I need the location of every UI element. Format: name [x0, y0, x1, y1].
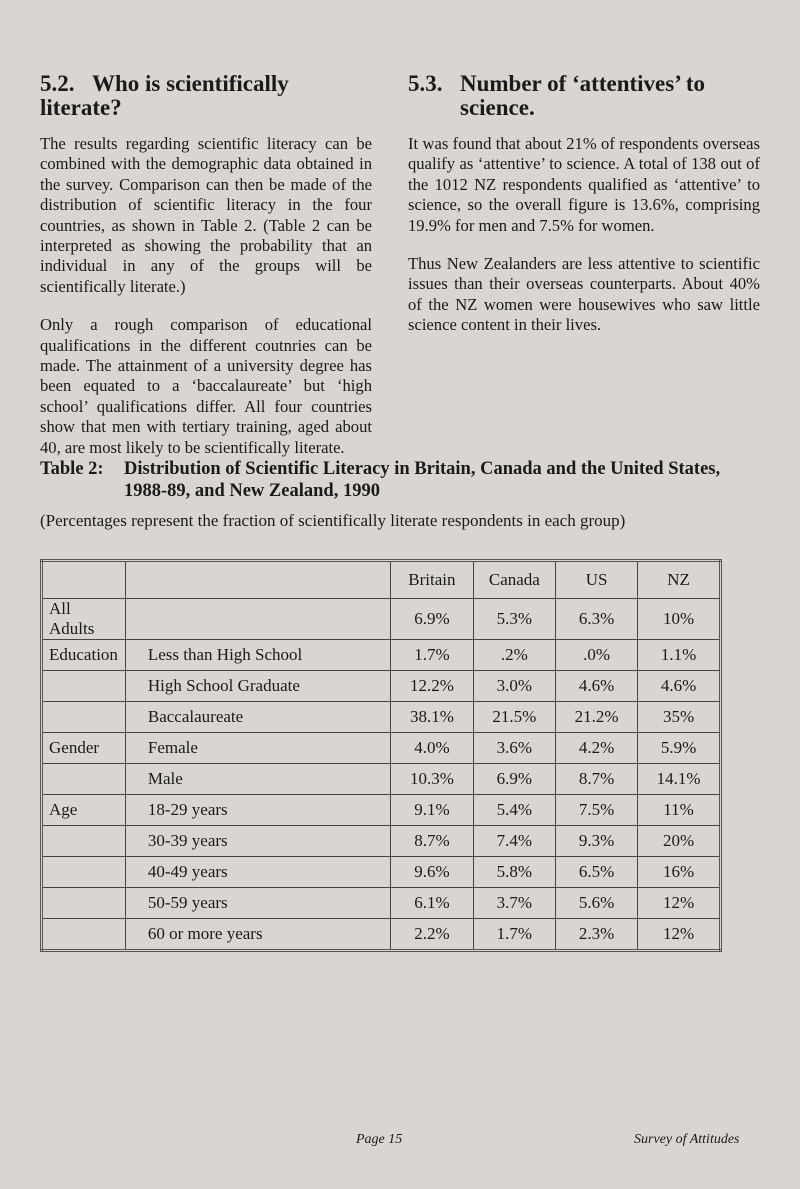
header-cell-empty: [125, 561, 390, 599]
value-nz: 14.1%: [638, 764, 721, 795]
section-number: 5.2.: [40, 71, 75, 96]
value-britain: 9.6%: [391, 857, 473, 888]
value-canada: 5.3%: [473, 599, 556, 640]
table-header-row: [42, 561, 721, 599]
paragraph: Thus New Zealanders are less attentive to scientific issues than their overseas counterparts. About 40% of the NZ women were housewives who saw little science content in their lives.: [408, 254, 760, 335]
value-nz: 16%: [638, 857, 721, 888]
header-cell-empty: [42, 561, 126, 599]
row-subgroup: Female: [125, 733, 390, 764]
table-row: [42, 640, 721, 671]
header-us: US: [556, 561, 638, 599]
header-nz: NZ: [638, 561, 721, 599]
row-group: [42, 702, 126, 733]
value-us: 6.3%: [556, 599, 638, 640]
table-row: [42, 795, 721, 826]
row-group: Gender: [42, 733, 126, 764]
value-canada: 7.4%: [473, 826, 556, 857]
table-row: [42, 599, 721, 640]
value-us: .0%: [556, 640, 638, 671]
paragraph: Only a rough comparison of educational qualifications in the different coutnries can be made. The attainment of a university degree has been equated to a ‘baccalaureate’ but ‘high school’ qualifications differ. All four countries show that men with tertiary training, aged about 40, are most likely to be scientifically literate.: [40, 315, 372, 457]
row-group: [42, 764, 126, 795]
document-title: Survey of Attitudes: [634, 1132, 740, 1147]
value-us: 7.5%: [556, 795, 638, 826]
value-britain: 12.2%: [391, 671, 473, 702]
value-us: 8.7%: [556, 764, 638, 795]
value-britain: 1.7%: [391, 640, 473, 671]
value-nz: 11%: [638, 795, 721, 826]
value-canada: .2%: [473, 640, 556, 671]
row-subgroup: 18-29 years: [125, 795, 390, 826]
value-britain: 9.1%: [391, 795, 473, 826]
row-subgroup: Baccalaureate: [125, 702, 390, 733]
value-canada: 5.4%: [473, 795, 556, 826]
table-row: [42, 702, 721, 733]
value-britain: 38.1%: [391, 702, 473, 733]
section-title-line2: science.: [460, 95, 535, 120]
paragraph: It was found that about 21% of respondents overseas qualify as ‘attentive’ to science. A total of 138 out of the 1012 NZ respondents qualified as ‘attentive’ to science, so the overall figure is 13.6%, comprising 19.9% for men and 7.5% for women.: [408, 134, 760, 235]
value-canada: 3.7%: [473, 888, 556, 919]
value-us: 9.3%: [556, 826, 638, 857]
paragraph: The results regarding scientific literacy can be combined with the demographic data obtained in the survey. Comparison can then be made of the distribution of scientific literacy in the four countries, as shown in Table 2. (Table 2 can be interpreted as showing the probability that an individual in any of the groups will be scientifically literate.): [40, 134, 372, 296]
value-nz: 1.1%: [638, 640, 721, 671]
value-canada: 1.7%: [473, 919, 556, 951]
table-row: [42, 733, 721, 764]
value-canada: 21.5%: [473, 702, 556, 733]
value-canada: 6.9%: [473, 764, 556, 795]
row-subgroup: 60 or more years: [125, 919, 390, 951]
header-britain: Britain: [391, 561, 473, 599]
row-subgroup: 40-49 years: [125, 857, 390, 888]
section-5-2-heading: [40, 72, 372, 120]
row-subgroup: 30-39 years: [125, 826, 390, 857]
value-nz: 12%: [638, 888, 721, 919]
value-britain: 6.9%: [391, 599, 473, 640]
value-canada: 3.6%: [473, 733, 556, 764]
table-row: [42, 764, 721, 795]
table-row: [42, 826, 721, 857]
value-nz: 20%: [638, 826, 721, 857]
row-subgroup: High School Graduate: [125, 671, 390, 702]
table-row: [42, 671, 721, 702]
row-subgroup: 50-59 years: [125, 888, 390, 919]
header-canada: Canada: [473, 561, 556, 599]
value-nz: 35%: [638, 702, 721, 733]
table-title: Distribution of Scientific Literacy in Britain, Canada and the United States, 1988-89, and New Zealand, 1990: [124, 459, 721, 501]
row-group: Education: [42, 640, 126, 671]
row-subgroup: Male: [125, 764, 390, 795]
value-us: 21.2%: [556, 702, 638, 733]
value-nz: 5.9%: [638, 733, 721, 764]
row-group: [42, 888, 126, 919]
value-canada: 3.0%: [473, 671, 556, 702]
section-5-3: [408, 72, 760, 354]
table-row: [42, 888, 721, 919]
row-group: [42, 857, 126, 888]
row-group: [42, 826, 126, 857]
section-number: 5.3.: [408, 71, 443, 96]
section-title-line1: Number of ‘attentives’ to: [460, 71, 706, 96]
value-nz: 12%: [638, 919, 721, 951]
value-us: 2.3%: [556, 919, 638, 951]
row-group: [42, 919, 126, 951]
value-us: 6.5%: [556, 857, 638, 888]
value-us: 4.2%: [556, 733, 638, 764]
table-label: Table 2:: [40, 459, 104, 479]
page-number: Page 15: [356, 1132, 403, 1147]
row-group: [42, 671, 126, 702]
row-group: All Adults: [42, 599, 126, 640]
value-britain: 8.7%: [391, 826, 473, 857]
table-note: (Percentages represent the fraction of scientifically literate respondents in each group): [40, 511, 626, 530]
value-britain: 4.0%: [391, 733, 473, 764]
table-row: [42, 919, 721, 951]
value-nz: 4.6%: [638, 671, 721, 702]
row-group: Age: [42, 795, 126, 826]
section-title: Who is scientifically literate?: [40, 71, 289, 120]
section-5-3-heading: [408, 72, 760, 120]
row-subgroup: [125, 599, 390, 640]
table-caption: [40, 458, 760, 502]
table-row: [42, 857, 721, 888]
value-nz: 10%: [638, 599, 721, 640]
value-britain: 10.3%: [391, 764, 473, 795]
value-us: 5.6%: [556, 888, 638, 919]
value-britain: 2.2%: [391, 919, 473, 951]
value-britain: 6.1%: [391, 888, 473, 919]
row-subgroup: Less than High School: [125, 640, 390, 671]
section-5-2: [40, 72, 372, 476]
value-canada: 5.8%: [473, 857, 556, 888]
literacy-table: [40, 559, 722, 952]
value-us: 4.6%: [556, 671, 638, 702]
